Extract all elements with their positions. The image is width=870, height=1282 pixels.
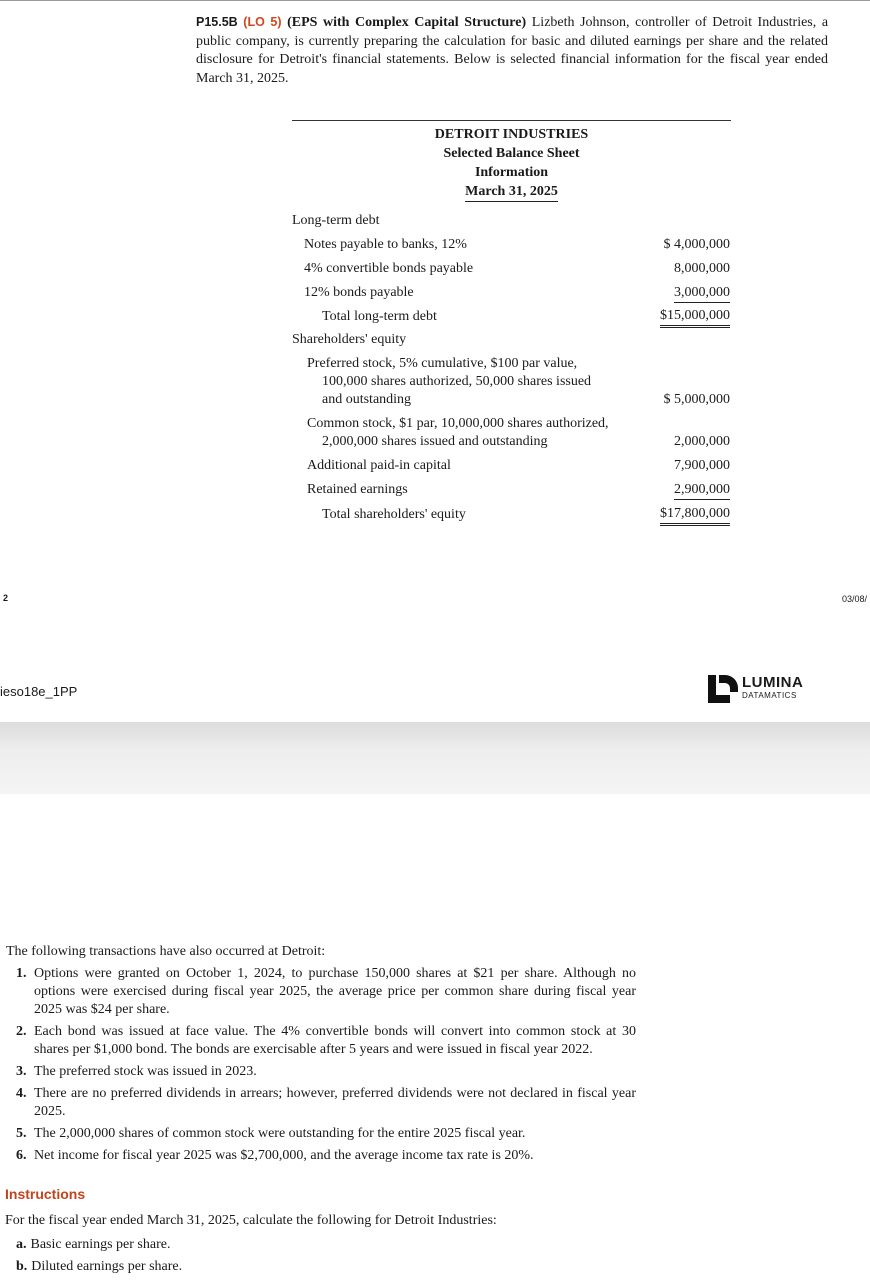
instruction-b-letter: b. xyxy=(16,1259,28,1274)
total-long-term-debt-label: Total long-term debt xyxy=(322,309,437,324)
apic-label: Additional paid-in capital xyxy=(307,458,451,473)
list-item xyxy=(6,1147,636,1165)
instruction-b-text: Diluted earnings per share. xyxy=(31,1259,183,1274)
item-text: The preferred stock was issued in 2023. xyxy=(34,1064,257,1079)
list-item xyxy=(6,1023,636,1059)
company-name: DETROIT INDUSTRIES xyxy=(434,127,589,142)
item-number: 5. xyxy=(16,1126,27,1141)
page-break-gap xyxy=(0,722,870,794)
page-number: 2 xyxy=(3,593,9,603)
total-long-term-debt-amount: $15,000,000 xyxy=(660,307,730,328)
instructions-heading: Instructions xyxy=(5,1186,86,1202)
preferred-stock-amount: $ 5,000,000 xyxy=(663,392,730,407)
transactions-list xyxy=(6,965,636,1165)
problem-text: Lizbeth Johnson, controller of Detroit Industries, a public company, is currently preparing the calculation for basic and diluted earnings per share and the related disclosure for Detroit's financial statements. Below is selected financial information for the fiscal year ended March 31, 2025. xyxy=(196,15,829,86)
item-text: Net income for fiscal year 2025 was $2,700,000, and the average income tax rate is 20%. xyxy=(34,1148,534,1163)
statement-title-line2: Information xyxy=(474,165,549,180)
list-item xyxy=(6,965,636,1019)
bonds-payable-amount: 3,000,000 xyxy=(674,284,730,303)
instruction-a xyxy=(16,1236,170,1254)
instructions-text: For the fiscal year ended March 31, 2025, calculate the following for Detroit Industries: xyxy=(5,1213,497,1228)
file-id: ieso18e_1PP xyxy=(0,684,78,699)
convertible-bonds-amount: 8,000,000 xyxy=(674,261,730,276)
preferred-stock-line3: and outstanding xyxy=(322,392,412,407)
item-text: Options were granted on October 1, 2024, to purchase 150,000 shares at $21 per share. Although no options were exercised during fiscal year 2025, the average price per common share during fiscal year 2025 was $24 per share. xyxy=(34,966,636,1017)
problem-title: (EPS with Complex Capital Structure) xyxy=(287,15,527,30)
problem-number: P15.5B xyxy=(196,15,238,29)
transactions-intro: The following transactions have also occurred at Detroit: xyxy=(6,944,326,959)
retained-earnings-amount: 2,900,000 xyxy=(674,481,730,500)
retained-earnings-label: Retained earnings xyxy=(307,482,408,497)
bonds-payable-label: 12% bonds payable xyxy=(304,285,414,300)
total-equity-amount: $17,800,000 xyxy=(660,505,730,526)
date-stamp: 03/08/ xyxy=(842,594,868,604)
shareholders-equity-heading: Shareholders' equity xyxy=(292,332,407,347)
logo-name: LUMINA xyxy=(742,674,804,691)
preferred-stock-line2: 100,000 shares authorized, 50,000 shares issued xyxy=(322,374,592,389)
notes-payable-amount: $ 4,000,000 xyxy=(663,237,730,252)
notes-payable-label: Notes payable to banks, 12% xyxy=(304,237,467,252)
statement-title-line1: Selected Balance Sheet xyxy=(443,146,580,161)
item-text: The 2,000,000 shares of common stock were outstanding for the entire 2025 fiscal year. xyxy=(34,1126,526,1141)
item-number: 4. xyxy=(16,1086,27,1101)
common-stock-amount: 2,000,000 xyxy=(674,434,730,449)
apic-amount: 7,900,000 xyxy=(674,458,730,473)
item-text: Each bond was issued at face value. The 4% convertible bonds will convert into common stock at 30 shares per $1,000 bond. The bonds are exercisable after 5 years and were issued in fiscal year 2022. xyxy=(34,1024,636,1057)
common-stock-line1: Common stock, $1 par, 10,000,000 shares authorized, xyxy=(307,416,609,431)
item-text: There are no preferred dividends in arrears; however, preferred dividends were not declared in fiscal year 2025. xyxy=(34,1086,636,1119)
list-item xyxy=(6,1125,636,1143)
lumina-logo-icon xyxy=(708,675,738,703)
item-number: 3. xyxy=(16,1064,27,1079)
item-number: 2. xyxy=(16,1024,27,1039)
statement-date: March 31, 2025 xyxy=(465,182,558,202)
list-item xyxy=(6,1063,636,1081)
list-item xyxy=(6,1085,636,1121)
instruction-a-letter: a. xyxy=(16,1237,27,1252)
total-equity-label: Total shareholders' equity xyxy=(322,507,466,522)
logo-subtitle: DATAMATICS xyxy=(742,691,797,700)
item-number: 6. xyxy=(16,1148,27,1163)
convertible-bonds-label: 4% convertible bonds payable xyxy=(304,261,474,276)
balance-sheet-header xyxy=(292,125,731,202)
long-term-debt-heading: Long-term debt xyxy=(292,213,380,228)
common-stock-line2: 2,000,000 shares issued and outstanding xyxy=(322,434,548,449)
item-number: 1. xyxy=(16,966,27,981)
top-divider xyxy=(0,0,870,1)
transactions-section xyxy=(6,943,636,1169)
instruction-b xyxy=(16,1258,182,1276)
problem-statement xyxy=(196,13,828,88)
learning-objective: (LO 5) xyxy=(243,15,282,29)
instruction-a-text: Basic earnings per share. xyxy=(30,1237,171,1252)
preferred-stock-line1: Preferred stock, 5% cumulative, $100 par value, xyxy=(307,356,578,371)
balance-sheet-top-rule xyxy=(292,120,731,121)
lumina-logo xyxy=(708,674,828,704)
